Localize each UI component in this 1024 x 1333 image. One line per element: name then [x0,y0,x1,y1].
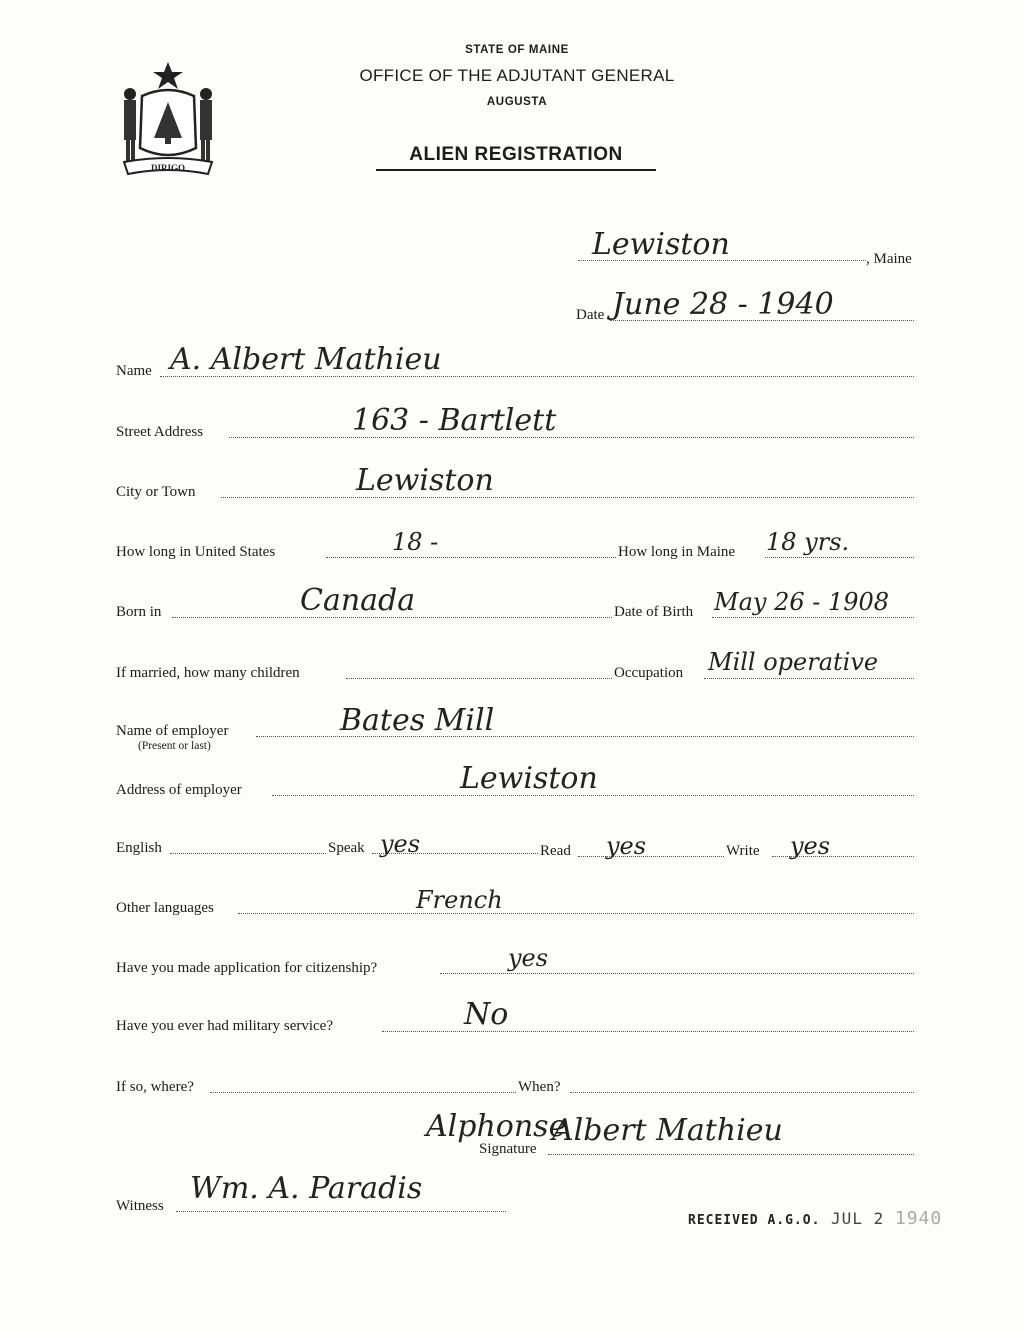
street-address-label: Street Address [116,424,204,440]
occupation-line [704,678,914,679]
signature-label: Signature [479,1141,537,1157]
when-line [570,1092,914,1093]
how-long-us-line [326,557,616,558]
speak-value: yes [380,830,421,858]
born-in-label: Born in [116,604,162,620]
how-long-maine-line [765,557,914,558]
name-value: A. Albert Mathieu [170,342,442,377]
occupation-value: Mill operative [708,648,879,676]
employer-address-label: Address of employer [116,782,242,798]
witness-value: Wm. A. Paradis [190,1171,423,1206]
how-long-maine-value: 18 yrs. [766,528,850,556]
header-city: AUGUSTA [486,96,548,108]
city-value: Lewiston [356,463,494,498]
english-line [170,853,326,854]
employer-label: Name of employer [116,723,229,739]
street-address-value: 163 - Bartlett [352,403,557,438]
employer-address-value: Lewiston [460,761,598,796]
employer-sublabel: (Present or last) [138,740,211,752]
occupation-label: Occupation [614,665,684,681]
citizenship-value: yes [508,944,549,972]
location-state-label: , Maine [866,251,912,267]
date-label: Date [576,307,605,323]
children-line [346,678,612,679]
signature-line [548,1154,914,1155]
english-label: English [116,840,162,856]
speak-label: Speak [328,840,365,856]
read-line [578,856,724,857]
when-label: When? [518,1079,561,1095]
how-long-maine-label: How long in Maine [618,544,736,560]
military-label: Have you ever had military service? [116,1018,333,1034]
other-languages-label: Other languages [116,900,214,916]
other-languages-line [238,913,914,914]
signature-value: Albert Mathieu [552,1113,783,1148]
svg-text:DIRIGO: DIRIGO [150,163,186,173]
where-label: If so, where? [116,1079,194,1095]
where-line [210,1092,516,1093]
city-label: City or Town [116,484,196,500]
other-languages-value: French [416,886,503,914]
born-in-value: Canada [300,583,416,618]
date-of-birth-label: Date of Birth [614,604,694,620]
children-label: If married, how many children [116,665,300,681]
street-address-line [229,437,914,438]
date-of-birth-value: May 26 - 1908 [714,588,890,616]
write-label: Write [726,843,760,859]
stamp-date: JUL 2 [831,1209,885,1228]
name-label: Name [116,363,152,379]
write-value: yes [790,832,831,860]
city-line [221,497,914,498]
how-long-us-value: 18 - [392,528,439,556]
header-state: STATE OF MAINE [465,44,569,56]
witness-line [176,1211,506,1212]
read-label: Read [540,843,571,859]
stamp-year: 1940 [894,1208,943,1229]
employer-value: Bates Mill [340,703,495,738]
stamp-received: RECEIVED A.G.O. [688,1213,821,1228]
citizenship-line [440,973,914,974]
witness-label: Witness [116,1198,164,1214]
read-value: yes [606,832,647,860]
form-title: ALIEN REGISTRATION [376,144,656,171]
military-value: No [464,997,509,1032]
citizenship-label: Have you made application for citizenship? [116,960,378,976]
header-office: OFFICE OF THE ADJUTANT GENERAL [359,66,675,85]
how-long-us-label: How long in United States [116,544,276,560]
date-of-birth-line [712,617,914,618]
location-value: Lewiston [592,227,730,262]
signature-first-name: Alphonse [426,1109,567,1144]
military-line [382,1031,914,1032]
received-stamp [688,1208,942,1229]
date-value: June 28 - 1940 [612,287,834,322]
